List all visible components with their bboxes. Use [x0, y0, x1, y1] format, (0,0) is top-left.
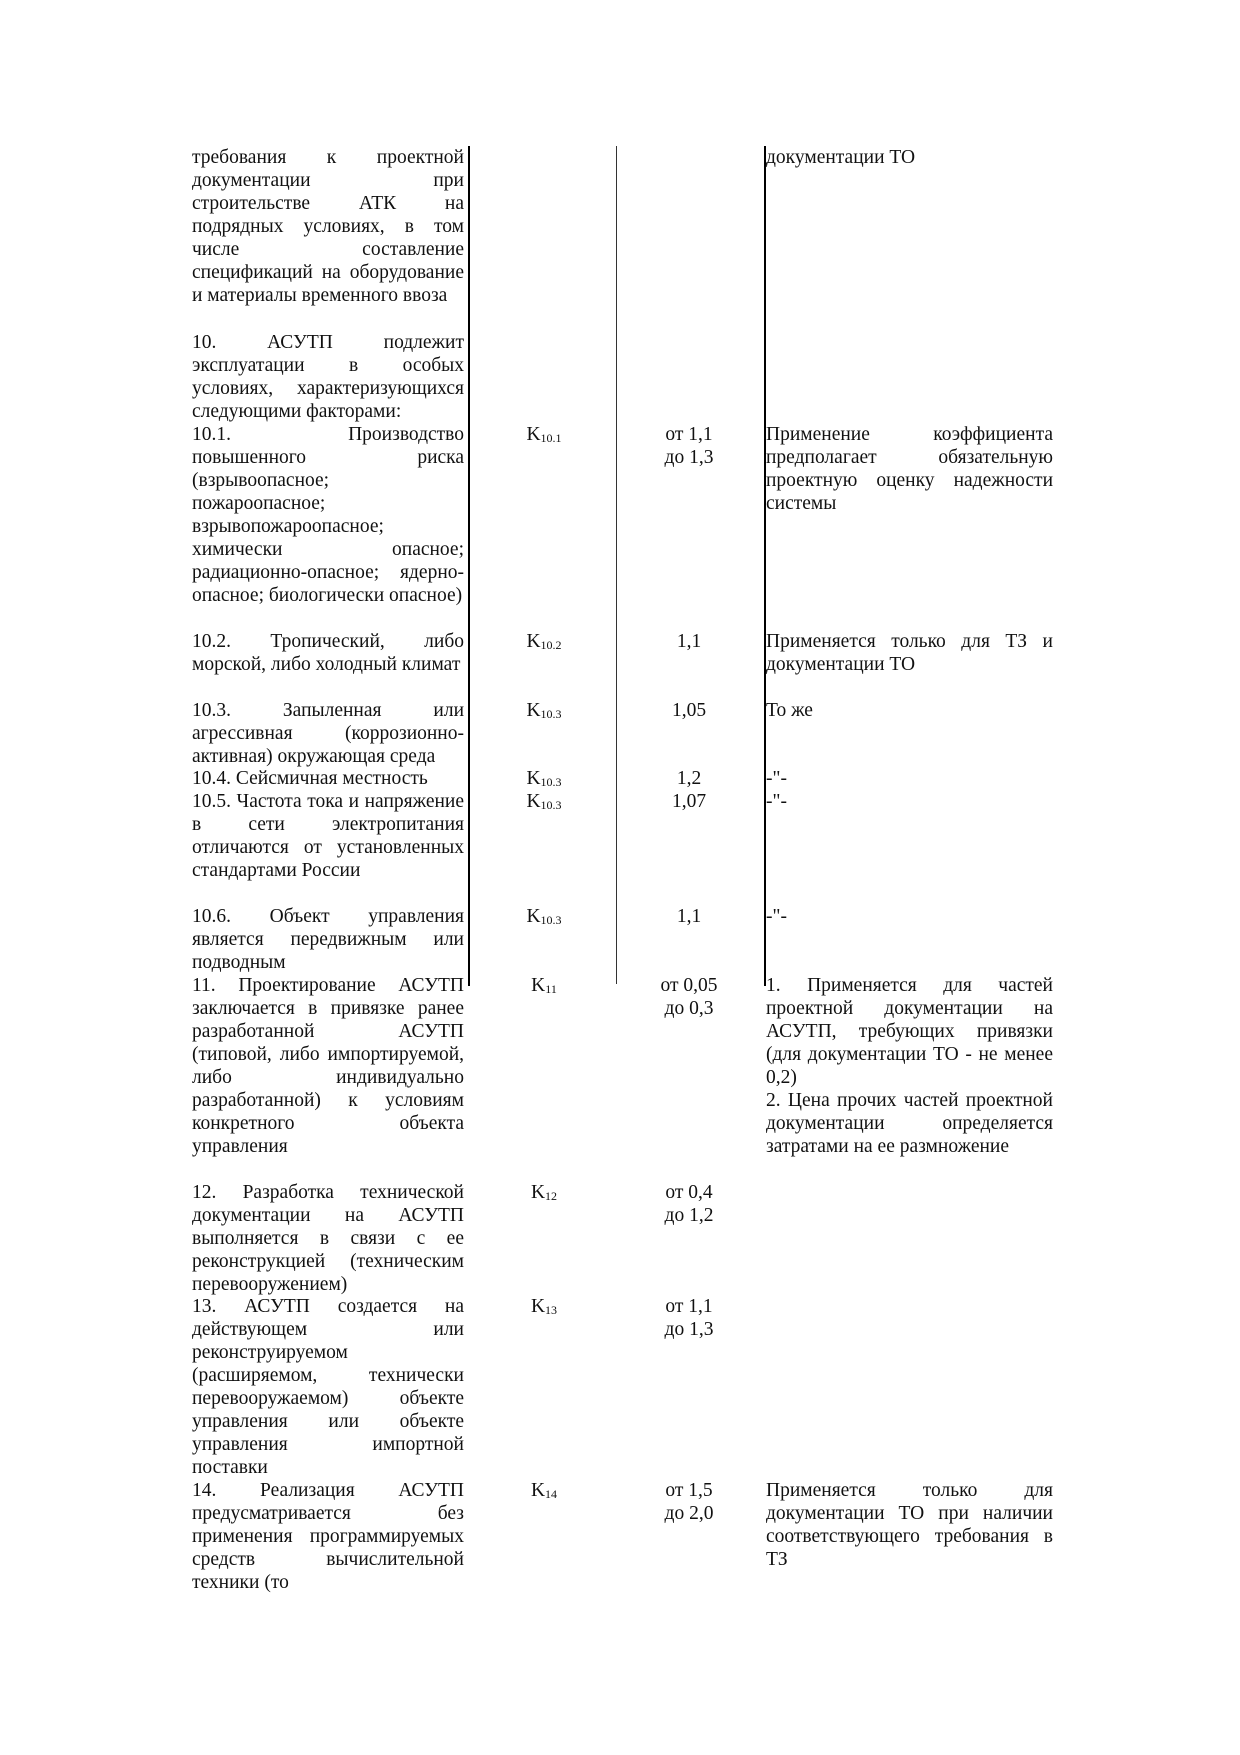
table-column-rule	[616, 146, 617, 984]
coefficient-index: 14	[545, 1487, 558, 1501]
coefficient-code	[505, 1181, 583, 1208]
coefficient-value	[645, 974, 733, 1020]
coefficient-index: 10.1	[540, 431, 562, 445]
coefficient-letter: K	[526, 631, 541, 652]
coefficient-index: 10.2	[540, 638, 562, 652]
value-line: 1,07	[671, 791, 707, 812]
coefficient-letter: K	[530, 1296, 546, 1317]
note-paragraph: документации ТО	[766, 147, 916, 168]
coefficient-letter: K	[526, 700, 541, 721]
coefficient-letter: K	[526, 791, 541, 812]
note-paragraph: 2. Цена прочих частей проектной документации определяется затратами на ее размножение	[766, 1090, 1053, 1157]
row-note	[766, 1479, 1053, 1571]
note-paragraph: Применяется только для ТЗ и документации ТО	[766, 631, 1053, 675]
value-line: до 0,3	[664, 998, 714, 1019]
coefficient-value	[645, 1479, 733, 1525]
value-line: от 0,4	[665, 1182, 713, 1203]
coefficient-index: 13	[545, 1303, 558, 1317]
row-description: 10.2. Тропический, либо морской, либо холодный климат	[192, 631, 464, 675]
row-note	[766, 630, 1053, 676]
coefficient-value	[645, 767, 733, 790]
row-note	[766, 767, 1053, 790]
value-line: 1,1	[676, 906, 702, 927]
note-paragraph: -"-	[766, 791, 787, 812]
value-line: от 1,1	[665, 1296, 713, 1317]
row-description: 10.4. Сейсмичная местность	[192, 768, 428, 789]
coefficient-letter: K	[526, 424, 541, 445]
coefficient-code	[505, 905, 583, 932]
coefficient-index: 10.3	[540, 913, 562, 927]
row-description: 11. Проектирование АСУТП заключается в привязке ранее разработанной АСУТП (типовой, либо импортируемой, либо индивидуально разработанной) к условиям конкретного объекта управления	[192, 975, 464, 1157]
coefficient-value	[645, 790, 733, 813]
value-line: до 2,0	[664, 1503, 714, 1524]
coefficient-index: 12	[545, 1189, 558, 1203]
row-description: 10.3. Запыленная или агрессивная (коррозионно-активная) окружающая среда	[192, 700, 464, 767]
value-line: 1,1	[676, 631, 702, 652]
coefficient-index: 10.3	[540, 707, 562, 721]
note-paragraph: Применение коэффициента предполагает обязательную проектную оценку надежности системы	[766, 424, 1053, 514]
value-line: от 0,05	[660, 975, 718, 996]
coefficient-value	[645, 905, 733, 928]
row-description: 10.1. Производство повышенного риска (взрывоопасное; пожароопасное; взрывопожароопасное; химически опасное; радиационно-опасное; ядерно-опасное; биологически опасное)	[192, 424, 464, 606]
row-description: 10.6. Объект управления является передвижным или подводным	[192, 906, 464, 973]
coefficient-code	[505, 1295, 583, 1322]
coefficient-value	[645, 423, 733, 469]
coefficient-letter: K	[526, 906, 541, 927]
coefficient-letter: K	[531, 975, 546, 996]
row-description: 12. Разработка технической документации на АСУТП выполняется в связи с ее реконструкцией (техническим перевооружением)	[192, 1182, 464, 1295]
row-description: 10.5. Частота тока и напряжение в сети электропитания отличаются от установленных стандартами России	[192, 791, 464, 881]
row-description: 14. Реализация АСУТП предусматривается без применения программируемых средств вычислительной техники (то	[192, 1480, 464, 1593]
table-column-rule	[764, 146, 766, 986]
coefficient-code	[505, 790, 583, 817]
row-note	[766, 699, 1053, 722]
value-line: до 1,2	[664, 1205, 714, 1226]
value-line: от 1,5	[665, 1480, 713, 1501]
row-note	[766, 423, 1053, 515]
coefficient-code	[505, 699, 583, 726]
row-description: 13. АСУТП создается на действующем или реконструируемом (расширяемом, технически перевооружаемом) объекте управления или объекте управления импортной поставки	[192, 1296, 464, 1478]
row-note	[766, 146, 1053, 169]
coefficient-value	[645, 1181, 733, 1227]
row-note	[766, 974, 1053, 1158]
coefficient-code	[505, 423, 583, 450]
value-line: 1,05	[671, 700, 707, 721]
row-description: 10. АСУТП подлежит эксплуатации в особых условиях, характеризующихся следующими факторами:	[192, 332, 464, 422]
coefficient-letter: K	[530, 1182, 546, 1203]
coefficient-code	[505, 630, 583, 657]
value-line: от 1,1	[665, 424, 713, 445]
note-paragraph: 1. Применяется для частей проектной документации на АСУТП, требующих привязки (для документации ТО - не менее 0,2)	[766, 975, 1053, 1088]
note-paragraph: То же	[766, 700, 813, 721]
note-paragraph: -"-	[766, 906, 787, 927]
coefficient-value	[645, 630, 733, 653]
table-column-rule	[468, 146, 470, 986]
coefficient-index: 10.3	[540, 775, 562, 789]
note-paragraph: Применяется только для документации ТО при наличии соответствующего требования в ТЗ	[766, 1480, 1053, 1570]
coefficient-code	[505, 974, 583, 1001]
coefficient-value	[645, 1295, 733, 1341]
coefficient-code	[505, 1479, 583, 1506]
note-paragraph: -"-	[766, 768, 787, 789]
row-note	[766, 790, 1053, 813]
value-line: 1,2	[676, 768, 702, 789]
coefficient-value	[645, 699, 733, 722]
value-line: до 1,3	[664, 1319, 714, 1340]
row-description: требования к проектной документации при строительстве АТК на подрядных условиях, в том числе составление спецификаций на оборудование и материалы временного ввоза	[192, 147, 464, 306]
coefficient-index: 10.3	[540, 798, 562, 812]
value-line: до 1,3	[664, 447, 714, 468]
coefficient-letter: K	[530, 1480, 546, 1501]
coefficient-index: 11	[545, 982, 557, 996]
row-note	[766, 905, 1053, 928]
coefficient-letter: K	[526, 768, 541, 789]
